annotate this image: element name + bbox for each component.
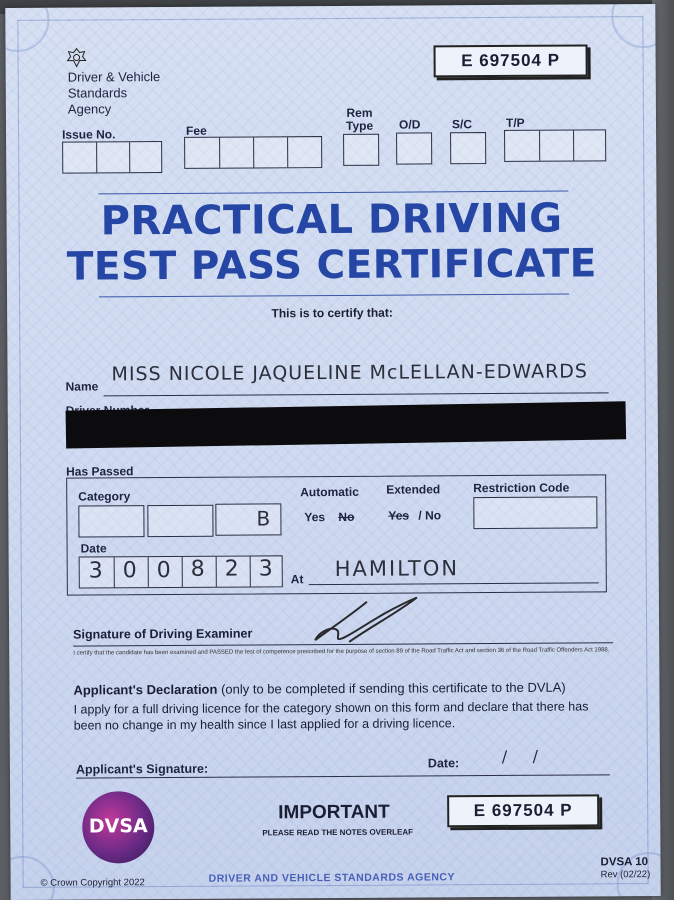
form-revision: Rev (02/22): [600, 869, 651, 881]
date-boxes: [79, 555, 283, 588]
read-notes-text: PLEASE READ THE NOTES OVERLEAF: [262, 827, 414, 838]
od-box: [396, 132, 432, 164]
agency-name: Driver & Vehicle Standards Agency: [67, 69, 161, 117]
category-box-2: [147, 505, 213, 537]
corner-ornament: [5, 4, 49, 52]
date-label: Date: [80, 541, 107, 556]
rem-type-box: [343, 134, 379, 166]
restriction-code-box: [473, 496, 597, 529]
sc-label: S/C: [451, 117, 473, 132]
category-label: Category: [78, 489, 131, 504]
has-passed-label: Has Passed: [66, 464, 134, 479]
applicant-date-label: Date:: [427, 756, 460, 771]
date-digit: 2: [224, 556, 240, 582]
certificate-number-top: E 697504 P: [434, 44, 588, 77]
category-box-1: [78, 505, 144, 537]
declaration-heading: [73, 680, 565, 698]
od-label: O/D: [398, 117, 421, 132]
examiner-signature-label: Signature of Driving Examiner: [73, 626, 253, 642]
date-digit: 0: [156, 557, 172, 584]
agency-name-footer: DRIVER AND VEHICLE STANDARDS AGENCY: [208, 871, 456, 885]
name-line: [104, 392, 609, 396]
driver-number-redaction: [66, 401, 627, 448]
examiner-statement: I certify that the candidate has been examined and PASSED the test of competence prescribed for the purpose of section 89 of the Road Traffic Act and section 36 of the Road Traffic Offenders Act 1988.: [73, 647, 610, 657]
category-box-3: [215, 503, 281, 535]
tp-box: [504, 129, 606, 162]
fee-box: [184, 136, 322, 169]
automatic-yes: Yes: [304, 510, 326, 525]
date-digit: 3: [88, 558, 104, 584]
at-label: At: [290, 572, 304, 587]
fee-label: Fee: [185, 123, 207, 138]
title-rule-bottom: [99, 294, 569, 298]
name-value: MISS NICOLE JAQUELINE McLELLAN-EDWARDS: [111, 360, 589, 386]
applicant-date-value: / /: [501, 746, 540, 766]
declaration-title: Applicant's Declaration: [73, 681, 218, 698]
name-label: Name: [65, 379, 99, 394]
form-code: DVSA 10: [600, 856, 649, 869]
automatic-no: No: [338, 509, 355, 524]
important-heading: IMPORTANT: [278, 801, 390, 824]
copyright-text: © Crown Copyright 2022: [40, 877, 145, 889]
date-digit: 8: [190, 556, 206, 582]
title-rule-top: [98, 191, 568, 195]
issue-no-box: [62, 141, 162, 174]
dvsa-logo-text: DVSA: [88, 815, 148, 838]
category-value: B: [256, 506, 272, 531]
tp-label: T/P: [505, 115, 525, 130]
certificate-title-line1: PRACTICAL DRIVING: [100, 195, 563, 245]
rem-type-label: Rem Type: [345, 105, 374, 133]
automatic-label: Automatic: [300, 484, 359, 500]
test-centre-value: HAMILTON: [334, 556, 460, 581]
extended-no: / No: [418, 508, 442, 523]
corner-ornament: [611, 4, 661, 48]
issue-no-label: Issue No.: [62, 127, 116, 142]
restriction-code-label: Restriction Code: [473, 480, 570, 496]
certificate-number-bottom: E 697504 P: [447, 794, 599, 827]
applicant-signature-label: Applicant's Signature:: [75, 761, 209, 777]
extended-label: Extended: [386, 482, 441, 497]
date-digit: 3: [258, 556, 274, 582]
date-digit: 0: [122, 558, 138, 584]
certify-text: This is to certify that:: [271, 305, 393, 321]
certificate-title-line2: TEST PASS CERTIFICATE: [66, 241, 598, 290]
declaration-note: (only to be completed if sending this certificate to the DVLA): [220, 679, 566, 697]
declaration-text: I apply for a full driving licence for the category shown on this form and declare that there has been no change in my health since I last applied for a driving licence.: [73, 699, 589, 733]
dvsa-logo: [82, 791, 154, 863]
extended-yes: Yes: [388, 508, 410, 523]
pass-certificate: [5, 4, 660, 900]
sc-box: [450, 132, 486, 164]
